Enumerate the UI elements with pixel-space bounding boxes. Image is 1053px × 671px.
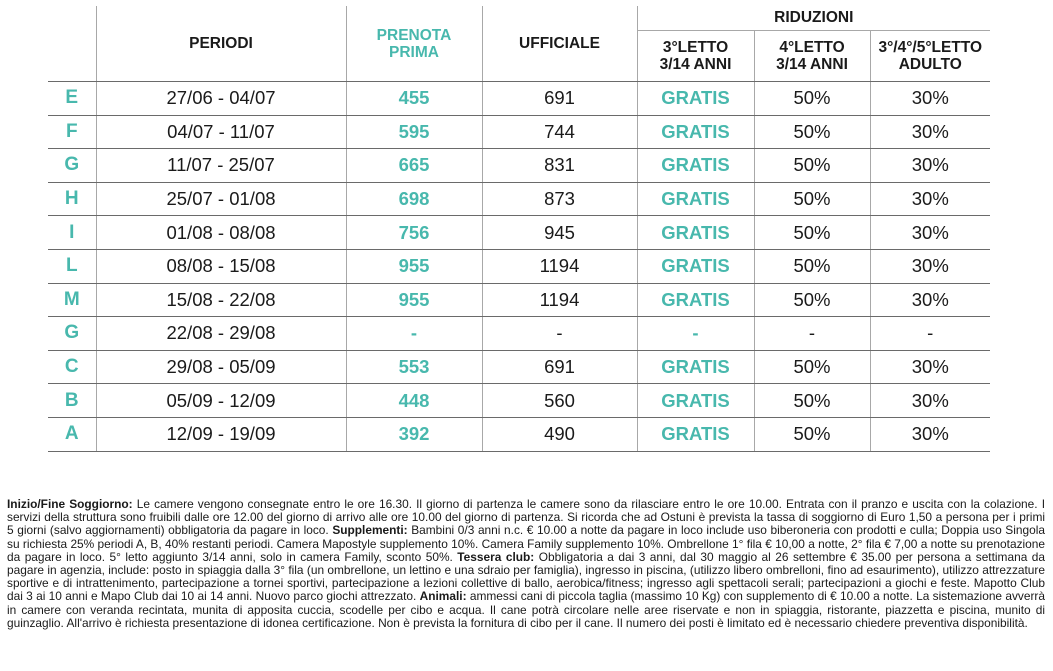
- price-rows: [48, 82, 990, 452]
- row-riduzione-terzo-letto: -: [637, 317, 754, 351]
- row-prenota-prima: 756: [346, 216, 482, 250]
- header-r1-line1: 3°LETTO: [662, 39, 729, 56]
- row-code: F: [48, 115, 96, 149]
- row-riduzione-adulto: 30%: [870, 216, 990, 250]
- table-row: [48, 317, 990, 351]
- row-code: H: [48, 182, 96, 216]
- row-riduzione-quarto-letto: 50%: [754, 149, 870, 183]
- row-code: G: [48, 149, 96, 183]
- row-code: B: [48, 384, 96, 418]
- row-riduzione-adulto: 30%: [870, 350, 990, 384]
- row-ufficiale: 1194: [482, 283, 637, 317]
- header-prenota-prima-line2: PRIMA: [389, 43, 439, 61]
- row-prenota-prima: 955: [346, 249, 482, 283]
- header-periodi: PERIODI: [96, 6, 346, 82]
- row-riduzione-terzo-letto: GRATIS: [637, 82, 754, 116]
- header-prenota-prima-line1: PRENOTA: [376, 26, 452, 44]
- table-row: [48, 216, 990, 250]
- row-riduzione-quarto-letto: 50%: [754, 82, 870, 116]
- row-riduzione-quarto-letto: 50%: [754, 283, 870, 317]
- row-period: 12/09 - 19/09: [96, 417, 346, 451]
- row-riduzione-quarto-letto: 50%: [754, 182, 870, 216]
- row-riduzione-terzo-letto: GRATIS: [637, 350, 754, 384]
- row-ufficiale: 744: [482, 115, 637, 149]
- row-riduzione-quarto-letto: 50%: [754, 216, 870, 250]
- row-period: 25/07 - 01/08: [96, 182, 346, 216]
- row-code: M: [48, 283, 96, 317]
- header-riduzioni: RIDUZIONI: [637, 6, 990, 31]
- notes-text-animali: ammessi cani di piccola taglia (massimo 10 Kg) con supplemento di € 10.00 a notte. La sistemazione avverrà in camere con veranda recintata, munita di apposita cuccia, scodelle per cibo e acqua. Il cane potrà circolare nelle aree riservate e non in spiaggia, ristorante, piazzetta e piscina, munito di guinzaglio. All'arrivo è richiesta presentazione di idonea certificazione. Non è prevista la fornitura di cibo per il cane. Il numero dei posti è limitato ed è necessario chiedere preventiva disponibilità.: [7, 589, 1046, 630]
- row-code: G: [48, 317, 96, 351]
- notes-text-soggiorno: Le camere vengono consegnate entro le ore 16.30. Il giorno di partenza le camere sono da rilasciare entro le ore 10.00. Entrata con il pranzo e uscita con la colazione. I servizi della struttura sono fruibili dalle ore 12.00 del giorno di arrivo alle ore 10.00 del giorno di partenza. Si ricorda che ad Ostuni è prevista la tassa di soggiorno di Euro 1,50 a persona per i primi 5 giorni (salvo aggiornamenti) obbligatoria da pagare in loco.: [7, 497, 1045, 538]
- header-terzo-letto: [637, 31, 754, 82]
- row-riduzione-terzo-letto: GRATIS: [637, 115, 754, 149]
- row-riduzione-terzo-letto: GRATIS: [637, 249, 754, 283]
- row-period: 27/06 - 04/07: [96, 82, 346, 116]
- row-period: 04/07 - 11/07: [96, 115, 346, 149]
- table-row: [48, 417, 990, 451]
- row-ufficiale: 873: [482, 182, 637, 216]
- header-ufficiale: UFFICIALE: [482, 6, 637, 82]
- row-code: E: [48, 82, 96, 116]
- table-row: [48, 115, 990, 149]
- header-r3-line2: ADULTO: [898, 56, 962, 73]
- row-riduzione-quarto-letto: 50%: [754, 350, 870, 384]
- row-prenota-prima: 665: [346, 149, 482, 183]
- row-prenota-prima: 553: [346, 350, 482, 384]
- notes-text-supplementi: Bambini 0/3 anni n.c. € 10.00 a notte da pagare in loco include uso biberoneria con prodotti e culla; Doppia uso Singola su richiesta 25% periodi A, B, 40% restanti periodi. Camera Mapostyle supplemento 10%. Camera Family supplemento 10%. Ombrellone 1° fila € 10,00 a notte, 2° fila € 7,00 a notte su prenotazione da pagare in loco. 5° letto aggiunto 3/14 anni, solo in camera Family, sconto 50%.: [7, 523, 1045, 564]
- row-riduzione-adulto: 30%: [870, 417, 990, 451]
- row-riduzione-terzo-letto: GRATIS: [637, 149, 754, 183]
- row-period: 15/08 - 22/08: [96, 283, 346, 317]
- row-riduzione-adulto: 30%: [870, 249, 990, 283]
- table-row: [48, 149, 990, 183]
- notes-label-animali: Animali:: [419, 589, 467, 604]
- table-row: [48, 283, 990, 317]
- header-r3-line1: 3°/4°/5°LETTO: [878, 39, 983, 56]
- row-ufficiale: -: [482, 317, 637, 351]
- header-code: [48, 6, 96, 82]
- row-riduzione-adulto: 30%: [870, 182, 990, 216]
- row-period: 08/08 - 15/08: [96, 249, 346, 283]
- row-ufficiale: 560: [482, 384, 637, 418]
- row-ufficiale: 691: [482, 82, 637, 116]
- table-row: [48, 182, 990, 216]
- row-riduzione-adulto: 30%: [870, 384, 990, 418]
- notes-label-soggiorno: Inizio/Fine Soggiorno:: [7, 497, 133, 511]
- price-table: [48, 6, 990, 452]
- row-ufficiale: 945: [482, 216, 637, 250]
- row-prenota-prima: 455: [346, 82, 482, 116]
- header-r2-line1: 4°LETTO: [779, 39, 845, 56]
- table-row: [48, 384, 990, 418]
- row-period: 29/08 - 05/09: [96, 350, 346, 384]
- row-prenota-prima: 955: [346, 283, 482, 317]
- header-r1-line2: 3/14 ANNI: [659, 56, 732, 73]
- row-prenota-prima: 448: [346, 384, 482, 418]
- row-prenota-prima: -: [346, 317, 482, 351]
- row-prenota-prima: 698: [346, 182, 482, 216]
- row-riduzione-quarto-letto: 50%: [754, 115, 870, 149]
- row-ufficiale: 691: [482, 350, 637, 384]
- table-row: [48, 249, 990, 283]
- row-prenota-prima: 595: [346, 115, 482, 149]
- row-ufficiale: 490: [482, 417, 637, 451]
- row-prenota-prima: 392: [346, 417, 482, 451]
- row-riduzione-adulto: -: [870, 317, 990, 351]
- header-adulto: [870, 31, 990, 82]
- row-period: 05/09 - 12/09: [96, 384, 346, 418]
- row-riduzione-terzo-letto: GRATIS: [637, 216, 754, 250]
- notes-text-tessera: Obbligatoria a dai 3 anni, dal 30 maggio al 26 settembre € 35.00 per persona a settimana da pagare in agenzia, include: posto in spiaggia dalla 3° fila (un ombrellone, un lettino e una sdraio per famiglia), ingresso in piscina, (utilizzo libero ombrelloni, fino ad esaurimento), utilizzo attrezzature sportive e di intrattenimento, partecipazione a tornei sportivi, partecipazione a lezioni collettive di ballo, aerobica/fitness; ingresso agli spettacoli serali; partecipazioni a giochi e feste. Mapotto Club dai 3 ai 10 anni e Mapo Club dai 10 ai 14 anni. Nuovo parco giochi attrezzato.: [7, 549, 1045, 604]
- row-riduzione-quarto-letto: 50%: [754, 249, 870, 283]
- notes-label-tessera: Tessera club:: [457, 549, 535, 564]
- row-ufficiale: 831: [482, 149, 637, 183]
- row-code: A: [48, 417, 96, 451]
- row-period: 22/08 - 29/08: [96, 317, 346, 351]
- row-riduzione-adulto: 30%: [870, 82, 990, 116]
- header-quarto-letto: [754, 31, 870, 82]
- row-riduzione-adulto: 30%: [870, 283, 990, 317]
- table-row: [48, 82, 990, 116]
- header-prenota-prima: [346, 6, 482, 82]
- row-code: I: [48, 216, 96, 250]
- table-row: [48, 350, 990, 384]
- notes-label-supplementi: Supplementi:: [332, 523, 408, 538]
- row-riduzione-quarto-letto: 50%: [754, 384, 870, 418]
- row-period: 01/08 - 08/08: [96, 216, 346, 250]
- row-code: L: [48, 249, 96, 283]
- row-riduzione-quarto-letto: -: [754, 317, 870, 351]
- row-riduzione-adulto: 30%: [870, 115, 990, 149]
- row-riduzione-quarto-letto: 50%: [754, 417, 870, 451]
- row-code: C: [48, 350, 96, 384]
- row-riduzione-terzo-letto: GRATIS: [637, 182, 754, 216]
- row-ufficiale: 1194: [482, 249, 637, 283]
- row-riduzione-terzo-letto: GRATIS: [637, 384, 754, 418]
- row-riduzione-terzo-letto: GRATIS: [637, 417, 754, 451]
- row-riduzione-adulto: 30%: [870, 149, 990, 183]
- notes-paragraph: [7, 498, 1045, 630]
- row-period: 11/07 - 25/07: [96, 149, 346, 183]
- row-riduzione-terzo-letto: GRATIS: [637, 283, 754, 317]
- header-r2-line2: 3/14 ANNI: [776, 56, 848, 73]
